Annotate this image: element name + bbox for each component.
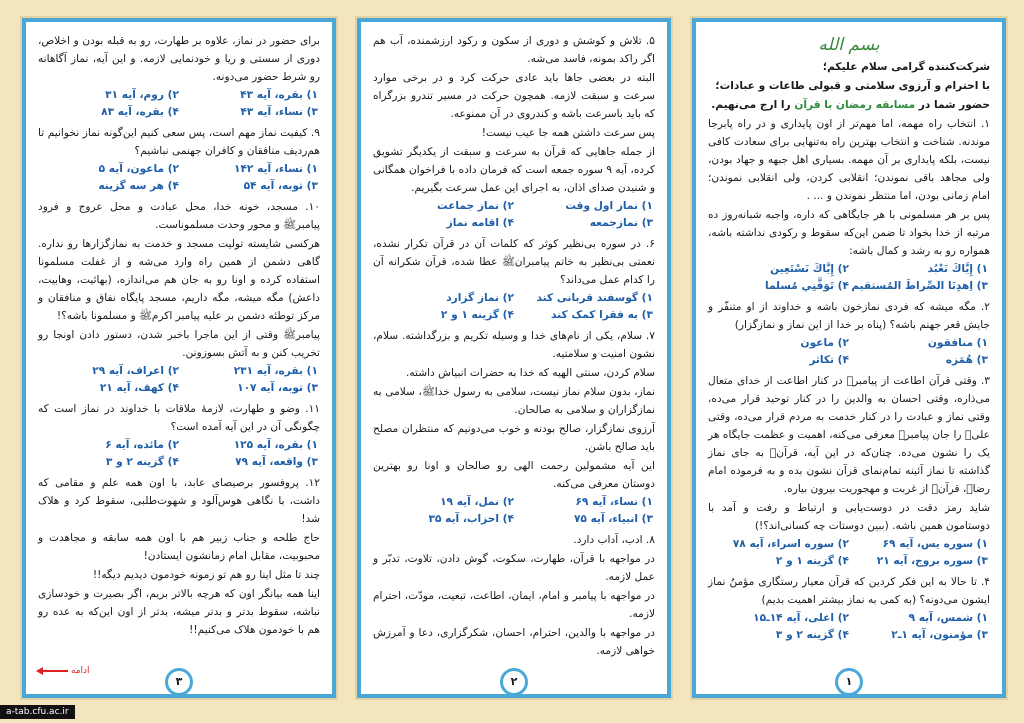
question-10-options <box>40 363 318 397</box>
question-4-options <box>710 610 988 644</box>
question-12: ۱۲. پروفسور برصیصای عابد، با اون همه علم و مقامی که داشت، با نگاهی هوس‌آلود و شهوت‌طلبی، سقوط کرد و هلاک شد! <box>38 477 320 525</box>
option[interactable]: ۱) منافقون <box>927 337 988 349</box>
question-7-e: این آیه مشمولین رحمت الهی رو صالحان و اونا رو بهترین دوستان معرفی می‌کنه. <box>373 460 655 490</box>
question-5-prompt: از جمله جاهایی که قرآن به سرعت و سبقت از یکدیگر تشویق کرده، آیه ۹ سوره جمعه است که فرمان داده با فراخوان همگانی و شنیدن صدای اذان، به اجرای این عمل سرعت بگیریم. <box>373 146 655 194</box>
option[interactable]: ۱) بقره، آیه ۴۳ <box>240 89 318 101</box>
question-5-options <box>375 198 653 232</box>
question-7-d: آرزوی نمازگزار، صالح بودنه و خوب می‌دونیم که منتظران مصلح باید صالح باشن. <box>373 423 655 453</box>
option[interactable]: ۴) گزینه ۱ و ۲ <box>440 309 514 321</box>
option[interactable]: ۱) نساء، آیه ۱۴۲ <box>234 163 318 175</box>
option[interactable]: ۲) مائده، آیه ۶ <box>105 439 179 451</box>
option[interactable]: ۴) گزینه ۲ و ۳ <box>775 629 849 641</box>
question-10-c: پیامبرﷺ وقتی از این ماجرا باخبر شدن، دستور دادن اونجا رو تخریب کنن و به آتش بسوزونن. <box>38 329 320 359</box>
contest-name: مسابقه رمضان با قرآن <box>794 99 916 111</box>
greeting: شرکت‌کننده گرامی سلام علیکم؛ <box>822 61 990 73</box>
page-number: ۲ <box>500 668 528 696</box>
option[interactable]: ۲) نماز گزارد <box>446 292 514 304</box>
option[interactable]: ۱) نساء، آیه ۶۹ <box>575 496 653 508</box>
option[interactable]: ۳) واقعه، آیه ۷۹ <box>235 456 318 468</box>
option[interactable]: ۳) توبه، آیه ۵۴ <box>243 180 318 192</box>
option[interactable]: ۴) تکاثر <box>809 354 849 366</box>
question-5-note: پس سرعت داشتن همه جا عیب نیست! <box>481 127 655 139</box>
question-10: ۱۰. مسجد، خونه خدا، محل عبادت و محل عروج و فرود پیامبرﷺ و محور وحدت مسلموناست. <box>38 201 320 231</box>
continue-link[interactable] <box>38 662 90 680</box>
option[interactable]: ۱) نماز اول وقت <box>565 200 653 212</box>
question-7-options <box>375 494 653 528</box>
question-10-b: هرکسی شایسته تولیت مسجد و خدمت به نمازگزارها رو نداره. گاهی دشمن از همین راه وارد می‌شه و از غفلت مسلمونا استفاده کرده و اونا رو به جان هم می‌اندازه، (بهائیت، وهابیت، داعش) مگه میشه، مگه داریم، مسجد پایگاه نفاق و منافقان و مرکز توطئه دشمن بر علیه پیامبر اکرمﷺ و مسلمونا باشه؟! <box>38 238 320 322</box>
page-2 <box>357 18 671 698</box>
option[interactable]: ۴) هر سه گزینه <box>98 180 179 192</box>
option[interactable]: ۲) ماعون <box>800 337 849 349</box>
question-8-d: در مواجهه با والدین، احترام، احسان، شکرگزاری، دعا و آمرزش خواهی لازمه. <box>373 627 655 657</box>
option[interactable]: ۴) اقامه نماز <box>446 217 514 229</box>
question-8-c: در مواجهه با پیامبر و امام، ایمان، اطاعت، تبعیت، مودّت، احترام لازمه. <box>373 590 655 620</box>
option[interactable]: ۲) اعلی، آیه ۱۴ـ۱۵ <box>753 612 849 624</box>
question-7-b: سلام کردن، سنتی الهیه که خدا به حضرات انبیاش داشته. <box>405 367 655 379</box>
question-2: ۲. مگه میشه که فردی نمازخون باشه و خداوند از او متنفّر و جایش قعر جهنم باشه؟ (پناه بر خدا از این نماز و نمازگزار) <box>708 301 990 331</box>
option[interactable]: ۲) نماز جماعت <box>436 200 514 212</box>
option[interactable]: ۲) نمل، آیه ۱۹ <box>440 496 514 508</box>
question-8-options <box>40 87 318 121</box>
invitation-post: را ارج می‌نهیم. <box>711 99 791 111</box>
page-number: ۳ <box>165 668 193 696</box>
question-7: ۷. سلام، یکی از نام‌های خدا و وسیله تکریم و بزرگداشته. سلام، نشون امنیت و سلامتیه. <box>373 330 655 360</box>
option[interactable]: ۲) إِيَّاكَ نَسْتَعِين <box>770 263 849 275</box>
question-3: ۳. وقتی قرآن اطاعت از پیامبرﷺ در کنار اطاعت از خدای متعال می‌ذاره، وقتی احسان به والدین را در کنار توحید قرار می‌ده، وقتی نماز و عبادت را در کنار خدمت به مردم قرار می‌ده، وقتی علیؑ را جان پیامبرﷺ معرفی می‌کنه، اهمیت و عظمت جایگاه هر یک را نشون می‌ده. چنان‌که در این آیه، قرآنؑ به جای نماز گذاشته تا نماز آئینه تمام‌نمای قرآن نشون بده و به فرموده امام رضاؑ، قرآنؑ از غربت و مهجوریت بیرون بیاره. <box>708 375 990 495</box>
option[interactable]: ۳) مؤمنون، آیه ۱ـ۲ <box>891 629 988 641</box>
question-8: ۸. ادب، آداب دارد. <box>573 534 655 546</box>
question-12-c: چند تا مثل اینا رو هم تو زمونه خودمون دیدیم دیگه!! <box>92 569 320 581</box>
question-7-c: نماز، بدون سلام نماز نیست، سلامی به رسول خداﷺ، سلامی به نمازگزاران و سلامی به صالحان. <box>373 386 655 416</box>
question-3-cont: شاید رمز دقت در دوست‌یابی و ارتباط و رفت و آمد با دوستامون همین باشه. (ببین دوستات چه کسانی‌اند؟!) <box>708 502 990 532</box>
option[interactable]: ۲) ماعون، آیه ۵ <box>98 163 179 175</box>
bismillah-logo: بسم الله <box>818 35 880 55</box>
arrow-left-icon <box>38 670 68 672</box>
option[interactable]: ۳) نمازجمعه <box>589 217 653 229</box>
invitation <box>708 96 990 114</box>
invitation-pre: حضور شما در <box>918 99 990 111</box>
option[interactable]: ۱) بقره، آیه ۱۲۵ <box>233 439 318 451</box>
option[interactable]: ۲) سوره اسراء، آیه ۷۸ <box>732 538 849 550</box>
question-6-options <box>375 290 653 324</box>
question-8-b: در مواجهه با قرآن، طهارت، سکوت، گوش دادن، تلاوت، تدبّر و عمل لازمه. <box>373 553 655 583</box>
wish: با احترام و آرزوی سلامتی و قبولی طاعات و عبادات؛ <box>715 80 990 92</box>
question-12-b: حاج طلحه و جناب زبیر هم با اون همه سابقه و مجاهدت و محبوبیت، مقابل امام زمانشون ایستادن! <box>38 532 320 562</box>
question-3-options <box>710 536 988 570</box>
question-1: ۱. انتخاب راه مهمه، اما مهم‌تر از اون پایداری و در راه پابرجا موندنه. شناخت و انتخاب بهترین راه به‌تنهایی برای سعادت کافی نیست، بلکه پایداری بر آن مهمه. بسیاری اهل جبهه و جهاد بودن، ولی مجاهد باقی نموندن؛ انقلابی کردن، ولی انقلابی نموندن؛ امام زمانی بودن، اما منتظر نموندن و ... . <box>708 118 990 202</box>
question-8-cont: برای حضور در نماز، علاوه بر طهارت، رو به قبله بودن و اخلاص، دوری از سستی و ریا و خودنمایی لازمه. و این آیه، نماز آگاهانه رو شرط حضور می‌دونه. <box>38 35 320 83</box>
question-2-options <box>710 335 988 369</box>
option[interactable]: ۴) تَوَفَّنِي مُسلما <box>764 280 849 292</box>
question-9: ۹. کیفیت نماز مهم است، پس سعی کنیم این‌گونه نماز نخوانیم تا هم‌ردیف منافقان و کافران جهنمی نباشیم؟ <box>38 127 320 157</box>
option[interactable]: ۲) اعراف، آیه ۲۹ <box>92 365 179 377</box>
question-9-options <box>40 161 318 195</box>
option[interactable]: ۳) توبه، آیه ۱۰۷ <box>237 382 318 394</box>
question-1-options <box>710 261 988 295</box>
option[interactable]: ۱) شمس، آیه ۹ <box>908 612 988 624</box>
question-6: ۶. در سوره بی‌نظیر کوثر که کلمات آن در قرآن تکرار نشده، نعمتی بی‌نظیر به خاتم پیامبرانﷺ عطا شده، قرآن شکرانه آن را کدام عمل می‌داند؟ <box>373 238 655 286</box>
continue-label: ادامه <box>70 666 90 676</box>
option[interactable]: ۱) بقره، آیه ۲۳۱ <box>233 365 318 377</box>
question-11: ۱۱. وضو و طهارت، لازمهٔ ملاقات با خداوند در نماز است که چگونگی آن در این آیه آمده است؟ <box>38 403 320 433</box>
option[interactable]: ۳) به فقرا کمک کند <box>551 309 653 321</box>
option[interactable]: ۱) إِيَّاكَ نَعْبُد <box>927 263 988 275</box>
option[interactable]: ۳) انبیاء، آیه ۷۵ <box>573 513 653 525</box>
option[interactable]: ۱) گوسفند قربانی کند <box>536 292 653 304</box>
question-11-options <box>40 437 318 471</box>
page-1 <box>692 18 1006 698</box>
option[interactable]: ۴) بقره، آیه ۸۳ <box>101 106 179 118</box>
option[interactable]: ۴) کهف، آیه ۲۱ <box>99 382 179 394</box>
option[interactable]: ۴) گزینه ۱ و ۲ <box>775 555 849 567</box>
option[interactable]: ۲) روم، آیه ۳۱ <box>105 89 179 101</box>
option[interactable]: ۳) نساء، آیه ۴۳ <box>240 106 318 118</box>
option[interactable]: ۴) گزینه ۲ و ۳ <box>105 456 179 468</box>
question-1-cont: پس بر هر مسلمونی با هر جایگاهی که داره، واجبه شبانه‌روز ده مرتبه از خدا بخواد تا ضمن این‌که سقوط و رکودی نداشته باشه، همواره رو به رشد و کمال باشه: <box>708 209 990 257</box>
question-5: ۵. تلاش و کوشش و دوری از سکون و رکود ارزشمنده، آب هم اگر راکد بمونه، فاسد می‌شه. <box>373 35 655 65</box>
option[interactable]: ۱) سوره یس، آیه ۶۹ <box>882 538 988 550</box>
question-12-d: اینا همه بیانگر اون که هرچه بالاتر بریم، اگر بصیرت و خودسازی نباشه، سقوط بدتر و بدتر میشه، بدتر از اون این‌که به عده رو هم با خودمون هلاک می‌کنیم!! <box>38 588 320 636</box>
question-4: ۴. تا حالا به این فکر کردین که قرآن معیار رستگاری مؤمنُ نماز ایشون می‌دونه؟ (به کمی به نماز بیشتر اهمیت بدیم) <box>708 576 990 606</box>
option[interactable]: ۳) سوره بروج، آیه ۲۱ <box>876 555 988 567</box>
question-5-cont: البته در بعضی جاها باید عادی حرکت کرد و در برخی موارد سرعت و سبقت لازمه. همچون حرکت در مسیر تندرو بزرگراه که باید باسرعت باشه و کندروی در آن ممنوعه. <box>373 72 655 120</box>
site-watermark: a-tab.cfu.ac.ir <box>0 705 75 719</box>
page-number: ۱ <box>835 668 863 696</box>
page-3 <box>22 18 336 698</box>
option[interactable]: ۳) هُمَزه <box>945 354 988 366</box>
option[interactable]: ۴) احزاب، آیه ۳۵ <box>428 513 514 525</box>
option[interactable]: ۳) اِهدِنَا الصِّراطَ المُستقيم <box>851 280 988 292</box>
